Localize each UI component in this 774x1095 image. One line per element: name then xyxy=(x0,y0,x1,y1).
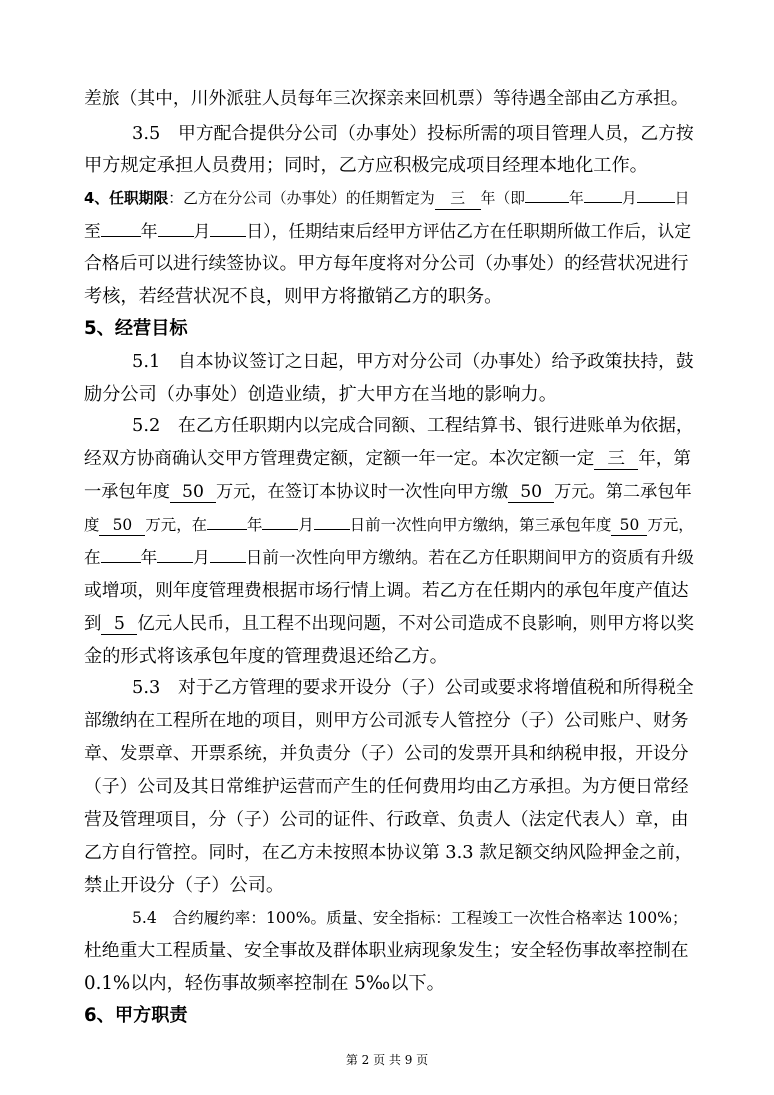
clause-5-1: 5.1 自本协议签订之日起，甲方对分公司（办事处）给予政策扶持，鼓 xyxy=(132,351,694,372)
first-year-fee-field: 50 xyxy=(170,482,216,503)
clause-5-2: 5.2 在乙方任职期内以完成合同额、工程结算书、银行进账单为依据， xyxy=(132,415,694,436)
second-year-fee-field: 50 xyxy=(99,515,145,536)
third-pay-year-blank xyxy=(101,562,141,563)
term-years-field: 三 xyxy=(435,189,481,210)
paragraph-line: 章、发票章、开票系统，并负责分（子）公司的发票开具和纳税申报，开设分 xyxy=(84,743,689,764)
paragraph-line: 合格后可以进行续签协议。甲方每年度将对分公司（办事处）的经营状况进行 xyxy=(84,253,689,274)
second-pay-day-blank xyxy=(314,529,350,530)
paragraph-line: 0.1%以内，轻伤事故频率控制在 5‰以下。 xyxy=(84,973,445,994)
output-value-line: 到 5 亿元人民币，且工程不出现问题，不对公司造成不良影响，则甲方将以奖 xyxy=(84,614,694,634)
end-year-blank xyxy=(101,236,141,237)
second-pay-year-blank xyxy=(207,529,247,530)
paragraph-line: 甲方规定承担人员费用；同时，乙方应积极完成项目经理本地化工作。 xyxy=(84,155,648,176)
paragraph-line: 部缴纳在工程所在地的项目，则甲方公司派专人管控分（子）公司账户、财务 xyxy=(84,710,689,731)
term-of-office-line: 4、任职期限：乙方在分公司（办事处）的任期暂定为 三 年（即 年 月 日 xyxy=(84,187,689,211)
clause-3-5: 3.5 甲方配合提供分公司（办事处）投标所需的项目管理人员，乙方按 xyxy=(132,123,694,144)
paragraph-line: 金的形式将该承包年度的管理费退还给乙方。 xyxy=(84,646,448,667)
clause-5-4: 5.4 合约履约率：100%。质量、安全指标：工程竣工一次性合格率达 100%； xyxy=(132,909,688,927)
third-year-fee-field: 50 xyxy=(611,515,647,536)
end-month-blank xyxy=(158,236,194,237)
paragraph-line: 营及管理项目，分（子）公司的证件、行政章、负责人（法定代表人）章，由 xyxy=(84,809,689,830)
paragraph-line: （子）公司及其日常维护运营而产生的任何费用均由乙方承担。为方便日常经 xyxy=(84,776,689,797)
start-month-blank xyxy=(584,202,622,203)
start-year-blank xyxy=(525,202,569,203)
third-pay-line: 在 年 月 日前一次性向甲方缴纳。若在乙方任职期间甲方的资质有升级 xyxy=(84,548,694,567)
third-pay-month-blank xyxy=(157,562,193,563)
section-4-heading: 4、任职期限 xyxy=(84,190,169,207)
quota-line: 经双方协商确认交甲方管理费定额，定额一年一定。本次定额一定 三 年，第 xyxy=(84,449,692,469)
start-day-blank xyxy=(637,202,675,203)
third-pay-day-blank xyxy=(210,562,246,563)
first-payment-field: 50 xyxy=(508,482,554,503)
output-value-field: 5 xyxy=(101,614,137,635)
paragraph-line: 励分公司（办事处）创造业绩，扩大甲方在当地的影响力。 xyxy=(84,384,557,405)
clause-5-3: 5.3 对于乙方管理的要求开设分（子）公司或要求将增值税和所得税全 xyxy=(132,677,694,698)
paragraph-line: 考核，若经营状况不良，则甲方将撤销乙方的职务。 xyxy=(84,286,503,307)
paragraph-line: 乙方自行管控。同时，在乙方未按照本协议第 3.3 款足额交纳风险押金之前， xyxy=(84,842,693,863)
second-pay-month-blank xyxy=(262,529,298,530)
end-day-blank xyxy=(210,236,246,237)
section-6-heading: 6、甲方职责 xyxy=(84,1005,188,1026)
paragraph-line: 杜绝重大工程质量、安全事故及群体职业病现象发生；安全轻伤事故率控制在 xyxy=(84,940,689,961)
term-end-line: 至 年 月 日），任期结束后经甲方评估乙方在任职期所做工作后，认定 xyxy=(84,221,692,241)
paragraph-line: 差旅（其中，川外派驻人员每年三次探亲来回机票）等待遇全部由乙方承担。 xyxy=(84,88,689,109)
quota-years-field: 三 xyxy=(594,449,638,470)
paragraph-line: 或增项，则年度管理费根据市场行情上调。若乙方在任期内的承包年度产值达 xyxy=(84,580,689,601)
paragraph-line: 禁止开设分（子）公司。 xyxy=(84,875,285,896)
section-5-heading: 5、经营目标 xyxy=(84,318,188,339)
page-number-footer: 第 2 页 共 9 页 xyxy=(345,1053,429,1067)
first-year-fee-line: 一承包年度 50 万元，在签订本协议时一次性向甲方缴 50 万元。第二承包年 xyxy=(84,482,692,502)
second-third-fee-line: 度 50 万元，在 年 月 日前一次性向甲方缴纳，第三承包年度 50 万元， xyxy=(84,516,694,534)
